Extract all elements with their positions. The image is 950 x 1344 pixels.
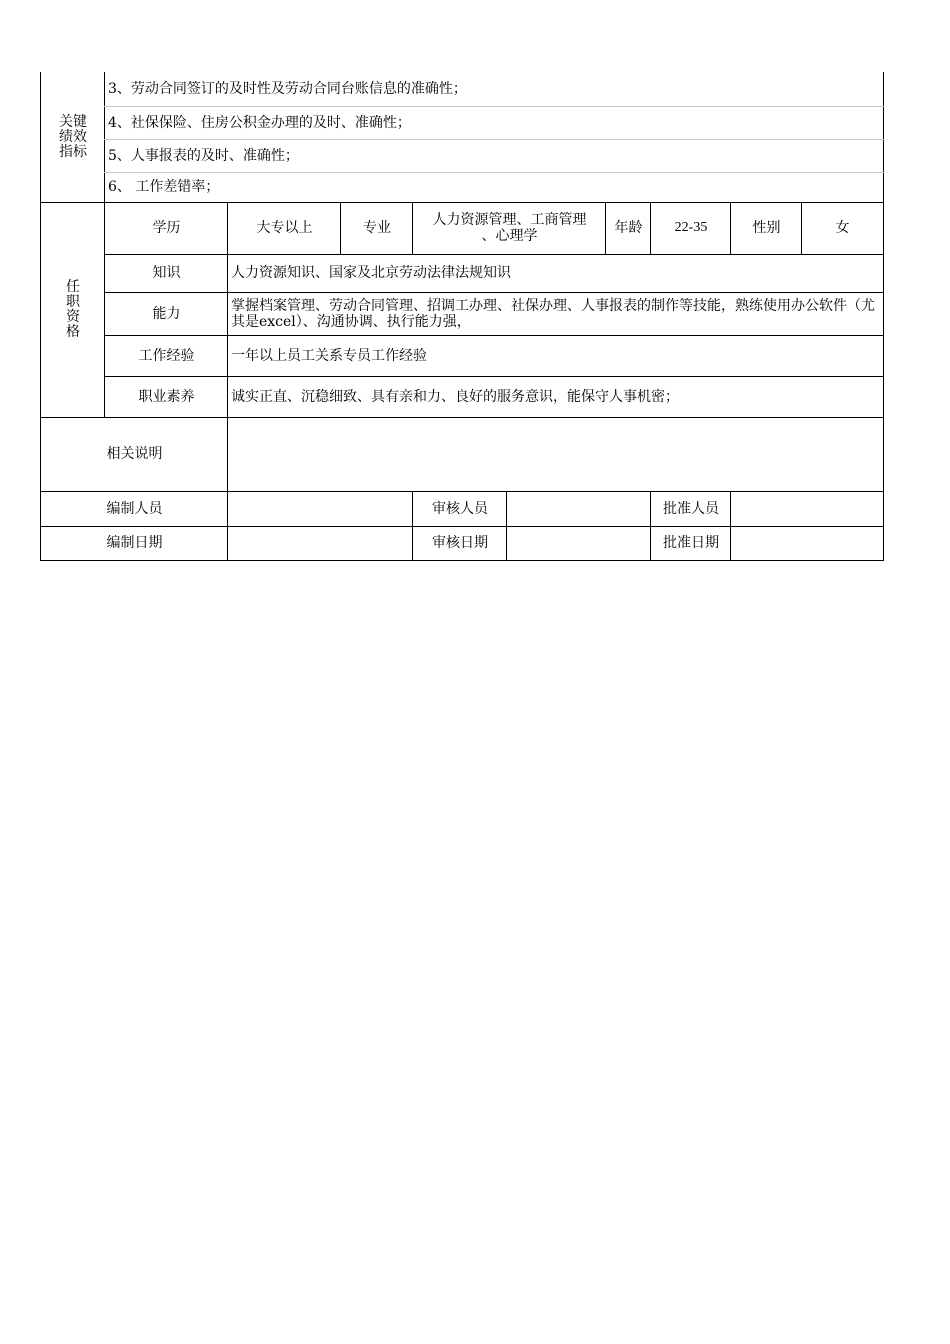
grid-line [40,202,884,203]
grid-line [412,202,413,254]
kpi-item-3: 3、劳动合同签订的及时性及劳动合同台账信息的准确性； [108,81,467,97]
compiler-label: 编制人员 [106,500,163,517]
grid-line [104,376,884,377]
kpi-section-label: 关键 绩效 指标 [59,113,87,160]
grid-line [40,417,884,418]
age-value: 22-35 [674,220,708,235]
grid-line [40,560,884,561]
gender-label: 性别 [752,220,781,236]
major-label: 专业 [363,220,391,236]
grid-line [104,335,884,336]
grid-line [730,202,731,254]
grid-line [650,202,651,254]
notes-label: 相关说明 [106,446,163,462]
literacy-label: 职业素养 [138,388,195,405]
compile-date-label: 编制日期 [106,535,163,551]
review-date-label: 审核日期 [432,535,488,551]
approver-label: 批准人员 [663,500,719,517]
age-label: 年龄 [614,220,643,236]
grid-line [104,292,884,293]
grid-line [883,72,884,561]
education-label: 学历 [152,220,181,236]
reviewer-label: 审核人员 [432,500,488,517]
qualification-section-label: 任 职 资 格 [66,278,80,340]
education-value: 大专以上 [256,220,313,236]
notes-value [228,417,883,491]
kpi-item-6: 6、 工作差错率； [108,179,220,195]
knowledge-value: 人力资源知识、国家及北京劳动法律法规知识 [231,265,511,281]
grid-line [104,172,884,173]
grid-line [605,202,606,254]
kpi-item-5: 5、人事报表的及时、准确性； [108,147,299,164]
knowledge-label: 知识 [152,265,181,281]
kpi-item-4: 4、社保保险、住房公积金办理的及时、准确性； [108,114,411,131]
grid-line [104,106,884,107]
ability-value: 掌握档案管理、劳动合同管理、招调工办理、社保办理、人事报表的制作等技能，熟练使用办公软件（尤其是excel）、沟通协调、执行能力强， [231,297,875,330]
grid-line [801,202,802,254]
gender-value: 女 [835,220,850,236]
grid-line [104,139,884,140]
experience-value: 一年以上员工关系专员工作经验 [231,347,427,364]
grid-line [104,254,884,255]
grid-line [40,526,884,527]
grid-line [340,202,341,254]
literacy-value: 诚实正直、沉稳细致、具有亲和力、良好的服务意识，能保守人事机密； [231,388,679,405]
grid-line [227,202,228,561]
major-value: 人力资源管理、工商管理 、心理学 [432,212,587,244]
approve-date-label: 批准日期 [663,535,719,551]
grid-line [40,72,41,561]
grid-line [40,491,884,492]
ability-label: 能力 [152,305,181,322]
grid-line [104,72,105,417]
experience-label: 工作经验 [138,347,195,364]
